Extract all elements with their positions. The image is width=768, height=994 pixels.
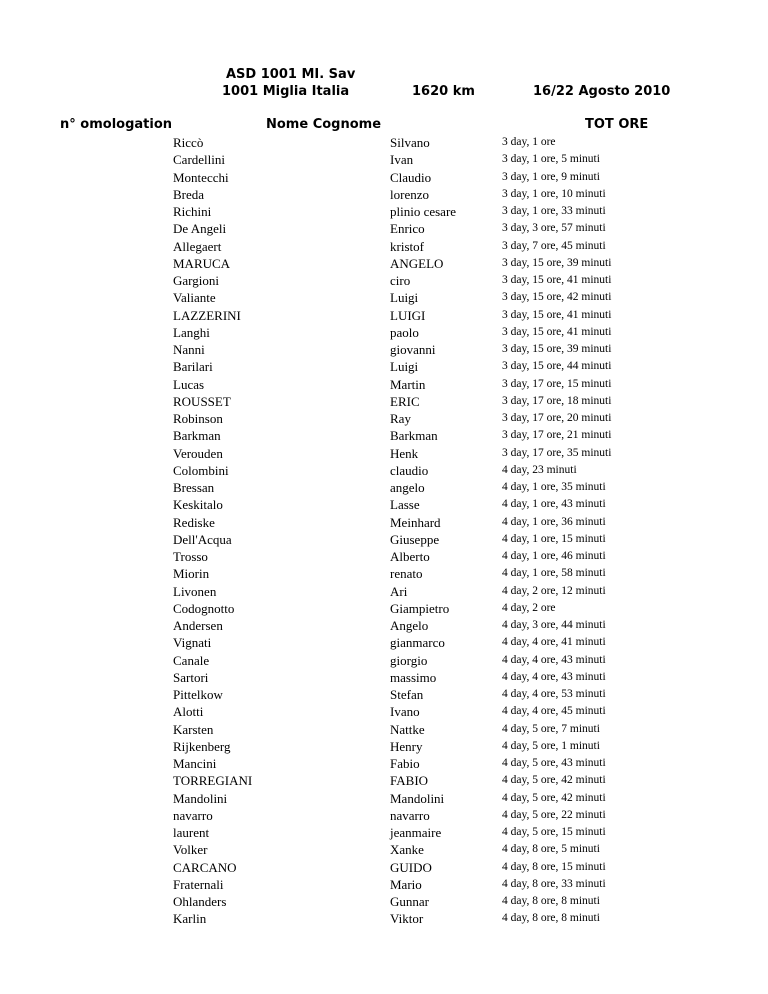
surname-cell: De Angeli <box>173 221 227 237</box>
time-cell: 3 day, 15 ore, 41 minuti <box>502 325 612 338</box>
time-cell: 3 day, 17 ore, 35 minuti <box>502 446 612 459</box>
time-cell: 4 day, 2 ore, 12 minuti <box>502 584 606 597</box>
time-cell: 3 day, 3 ore, 57 minuti <box>502 222 606 235</box>
time-cell: 4 day, 1 ore, 36 minuti <box>502 515 606 528</box>
time-cell: 3 day, 1 ore, 33 minuti <box>502 205 606 217</box>
table-row <box>0 842 768 859</box>
surname-cell: Sartori <box>173 669 209 685</box>
surname-cell: Montecchi <box>173 169 229 185</box>
time-cell: 4 day, 5 ore, 43 minuti <box>502 757 606 769</box>
name-cell: Viktor <box>390 911 424 927</box>
surname-cell: Trosso <box>173 549 208 564</box>
time-cell: 4 day, 5 ore, 42 minuti <box>502 791 606 804</box>
surname-cell: Rijkenberg <box>173 738 231 754</box>
table-row <box>0 446 768 463</box>
surname-cell: Miorin <box>173 566 210 582</box>
name-cell: Luigi <box>390 359 419 375</box>
table-row <box>0 152 768 169</box>
time-cell: 3 day, 15 ore, 42 minuti <box>502 291 612 304</box>
table-row <box>0 515 768 532</box>
time-cell: 4 day, 4 ore, 43 minuti <box>502 670 606 683</box>
time-cell: 3 day, 1 ore, 5 minuti <box>502 153 600 166</box>
surname-cell: Gargioni <box>173 273 219 288</box>
table-row <box>0 791 768 808</box>
surname-cell: LAZZERINI <box>173 307 241 323</box>
surname-cell: Alotti <box>173 704 204 720</box>
surname-cell: Vignati <box>173 635 212 651</box>
table-row <box>0 825 768 842</box>
surname-cell: Pittelkow <box>173 687 223 702</box>
table-row <box>0 756 768 773</box>
table-row <box>0 584 768 601</box>
time-cell: 4 day, 8 ore, 5 minuti <box>502 843 600 856</box>
table-row <box>0 394 768 411</box>
table-row <box>0 308 768 325</box>
surname-cell: Keskitalo <box>173 497 223 513</box>
table-row <box>0 256 768 273</box>
name-cell: massimo <box>390 669 437 685</box>
surname-cell: Barilari <box>173 359 213 375</box>
name-cell: Fabio <box>390 756 420 771</box>
column-header-nome-cognome: Nome Cognome <box>266 117 382 132</box>
surname-cell: Riccò <box>173 135 204 150</box>
table-row <box>0 273 768 290</box>
name-cell: Xanke <box>390 842 424 858</box>
name-cell: Barkman <box>390 428 438 444</box>
surname-cell: Ohlanders <box>173 894 227 909</box>
name-cell: Angelo <box>390 618 429 633</box>
time-cell: 3 day, 17 ore, 20 minuti <box>502 412 612 424</box>
header-dates: 16/22 Agosto 2010 <box>533 84 671 99</box>
name-cell: Nattke <box>390 721 425 737</box>
name-cell: Ivano <box>390 704 420 720</box>
surname-cell: navarro <box>173 807 213 823</box>
time-cell: 4 day, 5 ore, 42 minuti <box>502 774 606 787</box>
time-cell: 4 day, 8 ore, 33 minuti <box>502 877 606 890</box>
name-cell: Silvano <box>390 135 430 150</box>
time-cell: 3 day, 1 ore, 10 minuti <box>502 187 606 200</box>
time-cell: 3 day, 7 ore, 45 minuti <box>502 239 606 252</box>
table-row <box>0 342 768 359</box>
surname-cell: Karlin <box>173 911 207 927</box>
table-row <box>0 290 768 307</box>
surname-cell: Mandolini <box>173 790 228 806</box>
name-cell: kristof <box>390 238 424 254</box>
name-cell: Lasse <box>390 497 420 513</box>
name-cell: Ari <box>390 583 408 599</box>
table-row <box>0 877 768 894</box>
table-row <box>0 170 768 187</box>
table-row <box>0 497 768 514</box>
header-event: 1001 Miglia Italia <box>222 84 350 99</box>
time-cell: 4 day, 1 ore, 46 minuti <box>502 550 606 562</box>
surname-cell: Verouden <box>173 445 223 461</box>
time-cell: 4 day, 4 ore, 43 minuti <box>502 653 606 666</box>
time-cell: 4 day, 2 ore <box>502 601 556 614</box>
table-row <box>0 635 768 652</box>
name-cell: FABIO <box>390 773 429 789</box>
surname-cell: Richini <box>173 204 212 219</box>
name-cell: angelo <box>390 480 425 495</box>
surname-cell: CARCANO <box>173 859 237 875</box>
time-cell: 4 day, 4 ore, 53 minuti <box>502 688 606 700</box>
surname-cell: Volker <box>173 842 208 858</box>
time-cell: 4 day, 23 minuti <box>502 463 577 476</box>
surname-cell: Cardellini <box>173 152 225 168</box>
name-cell: Meinhard <box>390 514 441 530</box>
header-distance: 1620 km <box>412 84 475 99</box>
time-cell: 4 day, 4 ore, 41 minuti <box>502 636 606 649</box>
name-cell: Alberto <box>390 549 430 564</box>
column-header-omologation: n° omologation <box>60 117 173 132</box>
name-cell: navarro <box>390 807 430 823</box>
name-cell: Henry <box>390 738 423 754</box>
time-cell: 4 day, 5 ore, 22 minuti <box>502 808 606 821</box>
surname-cell: ROUSSET <box>173 393 231 409</box>
name-cell: ANGELO <box>390 255 444 271</box>
name-cell: claudio <box>390 462 429 478</box>
name-cell: ciro <box>390 273 411 288</box>
surname-cell: TORREGIANI <box>173 773 253 789</box>
surname-cell: Dell'Acqua <box>173 531 232 547</box>
table-row <box>0 187 768 204</box>
table-row <box>0 480 768 497</box>
table-row <box>0 566 768 583</box>
column-header-tot-ore: TOT ORE <box>585 117 649 132</box>
table-row <box>0 411 768 428</box>
table-row <box>0 670 768 687</box>
surname-cell: Andersen <box>173 618 223 633</box>
name-cell: giorgio <box>390 652 428 668</box>
surname-cell: Mancini <box>173 756 217 771</box>
time-cell: 3 day, 15 ore, 44 minuti <box>502 360 612 373</box>
time-cell: 4 day, 3 ore, 44 minuti <box>502 619 606 631</box>
time-cell: 4 day, 8 ore, 8 minuti <box>502 912 600 925</box>
name-cell: Giuseppe <box>390 531 440 547</box>
name-cell: Mandolini <box>390 790 445 806</box>
time-cell: 4 day, 1 ore, 58 minuti <box>502 567 606 580</box>
name-cell: gianmarco <box>390 635 445 651</box>
table-row <box>0 773 768 790</box>
name-cell: GUIDO <box>390 859 432 875</box>
table-row <box>0 722 768 739</box>
name-cell: Henk <box>390 445 419 461</box>
table-row <box>0 911 768 928</box>
table-row <box>0 135 768 152</box>
surname-cell: Colombini <box>173 462 229 478</box>
time-cell: 3 day, 17 ore, 15 minuti <box>502 377 612 390</box>
time-cell: 4 day, 1 ore, 35 minuti <box>502 481 606 493</box>
time-cell: 4 day, 5 ore, 7 minuti <box>502 722 600 735</box>
surname-cell: Lucas <box>173 376 205 392</box>
name-cell: ERIC <box>390 393 420 409</box>
time-cell: 4 day, 1 ore, 43 minuti <box>502 498 606 511</box>
table-row <box>0 239 768 256</box>
table-row <box>0 653 768 670</box>
name-cell: lorenzo <box>390 186 429 202</box>
name-cell: LUIGI <box>390 307 426 323</box>
table-row <box>0 894 768 911</box>
name-cell: Claudio <box>390 169 432 185</box>
surname-cell: Robinson <box>173 411 223 426</box>
table-row <box>0 860 768 877</box>
surname-cell: Codognotto <box>173 600 235 616</box>
table-row <box>0 532 768 549</box>
table-row <box>0 618 768 635</box>
table-row <box>0 377 768 394</box>
name-cell: Mario <box>390 876 422 892</box>
surname-cell: Barkman <box>173 428 221 444</box>
table-row <box>0 221 768 238</box>
surname-cell: Fraternali <box>173 876 224 892</box>
time-cell: 4 day, 5 ore, 15 minuti <box>502 826 606 838</box>
surname-cell: Canale <box>173 652 210 668</box>
time-cell: 3 day, 17 ore, 21 minuti <box>502 429 612 442</box>
time-cell: 3 day, 15 ore, 39 minuti <box>502 256 612 269</box>
table-row <box>0 428 768 445</box>
time-cell: 3 day, 1 ore, 9 minuti <box>502 170 600 183</box>
time-cell: 3 day, 15 ore, 41 minuti <box>502 308 612 321</box>
surname-cell: Bressan <box>173 480 215 495</box>
table-row <box>0 463 768 480</box>
surname-cell: Livonen <box>173 583 217 599</box>
time-cell: 3 day, 17 ore, 18 minuti <box>502 394 612 407</box>
time-cell: 3 day, 15 ore, 41 minuti <box>502 274 612 286</box>
name-cell: Ivan <box>390 152 414 168</box>
table-row <box>0 204 768 221</box>
table-row <box>0 808 768 825</box>
table-row <box>0 687 768 704</box>
time-cell: 3 day, 15 ore, 39 minuti <box>502 343 612 355</box>
surname-cell: Allegaert <box>173 238 222 254</box>
table-row <box>0 601 768 618</box>
surname-cell: Karsten <box>173 721 214 737</box>
time-cell: 4 day, 5 ore, 1 minuti <box>502 739 600 752</box>
name-cell: Enrico <box>390 221 425 237</box>
surname-cell: Rediske <box>173 514 215 530</box>
header-org: ASD 1001 MI. Sav <box>226 67 356 82</box>
name-cell: Martin <box>390 376 426 392</box>
name-cell: renato <box>390 566 423 582</box>
surname-cell: MARUCA <box>173 255 231 271</box>
time-cell: 4 day, 1 ore, 15 minuti <box>502 532 606 545</box>
table-row <box>0 359 768 376</box>
name-cell: Gunnar <box>390 894 429 909</box>
name-cell: jeanmaire <box>390 825 442 840</box>
surname-cell: Nanni <box>173 342 205 357</box>
name-cell: Giampietro <box>390 600 450 616</box>
table-row <box>0 325 768 342</box>
time-cell: 4 day, 8 ore, 15 minuti <box>502 860 606 873</box>
name-cell: giovanni <box>390 342 436 357</box>
name-cell: paolo <box>390 324 419 340</box>
name-cell: plinio cesare <box>390 204 457 219</box>
table-row <box>0 704 768 721</box>
table-row <box>0 549 768 566</box>
time-cell: 4 day, 8 ore, 8 minuti <box>502 895 600 907</box>
surname-cell: Valiante <box>173 290 216 306</box>
name-cell: Luigi <box>390 290 419 306</box>
surname-cell: laurent <box>173 825 210 840</box>
time-cell: 4 day, 4 ore, 45 minuti <box>502 705 606 718</box>
name-cell: Ray <box>390 411 411 426</box>
surname-cell: Langhi <box>173 324 210 340</box>
surname-cell: Breda <box>173 186 205 202</box>
time-cell: 3 day, 1 ore <box>502 136 556 148</box>
table-row <box>0 739 768 756</box>
name-cell: Stefan <box>390 687 424 702</box>
